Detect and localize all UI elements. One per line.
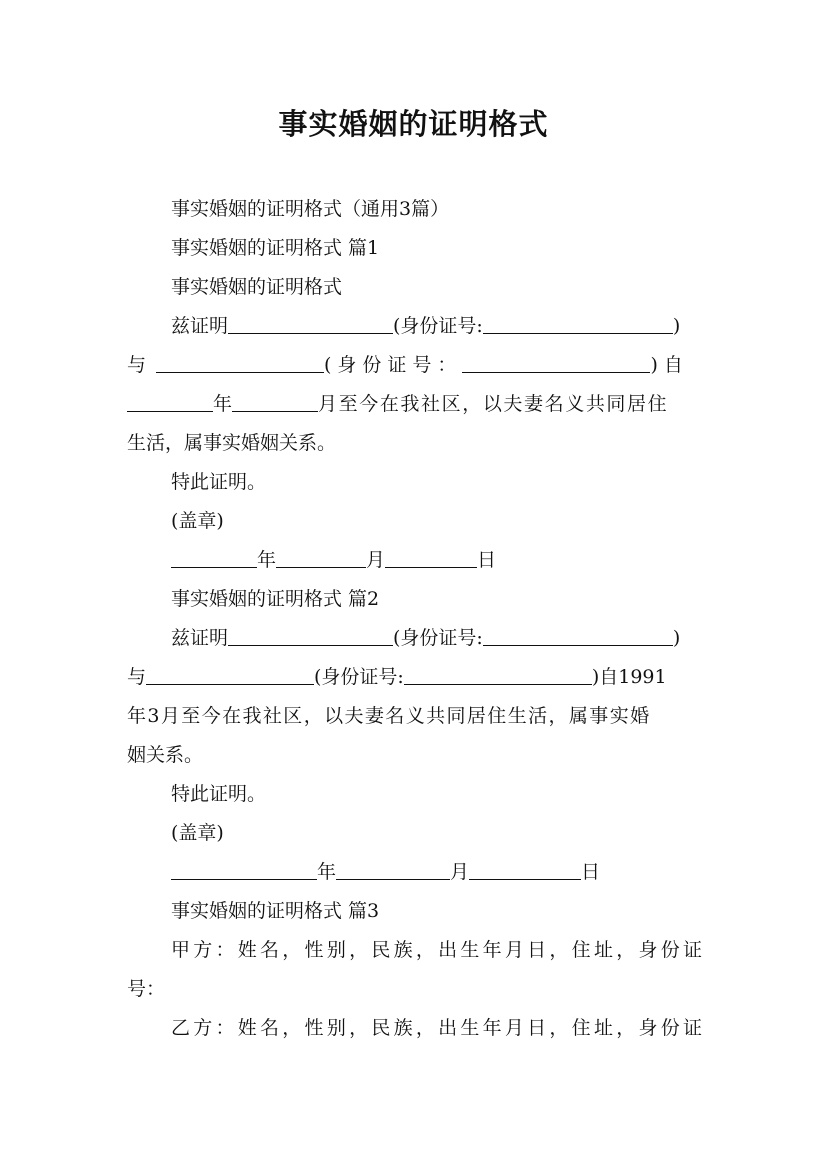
id-blank-b [404, 662, 592, 685]
part2-period-line: 年3月至今在我社区，以夫妻名义共同居住生活，属事实婚 [127, 705, 651, 727]
id-label: (身份证号： [324, 354, 463, 376]
intro-line: 事实婚姻的证明格式（通用3篇） [171, 198, 450, 220]
part1-period-line: 年 月至今在我社区，以夫妻名义共同居住 [127, 385, 702, 424]
name-blank-a [228, 311, 393, 334]
certify-label: 兹证明 [171, 315, 229, 337]
part1-life-line: 生活，属事实婚姻关系。 [127, 432, 337, 454]
part3-party-a-cont: 号： [127, 978, 166, 1000]
year-blank [127, 389, 213, 412]
document-title: 事实婚姻的证明格式 [278, 107, 549, 141]
name-blank-a [228, 623, 393, 646]
name-blank-b [146, 662, 314, 685]
document-body [127, 190, 702, 1048]
part1-and-line: 与 (身份证号： )自 [127, 346, 702, 385]
part1-hereby: 特此证明。 [171, 471, 267, 493]
part1-date-line: 年 月 日 [127, 541, 702, 580]
part3-heading: 事实婚姻的证明格式 篇3 [171, 900, 380, 922]
date-day-blank [469, 857, 581, 880]
date-day-blank [385, 545, 477, 568]
part2-heading: 事实婚姻的证明格式 篇2 [171, 588, 380, 610]
part3-party-b: 乙方：姓名，性别，民族，出生年月日，住址，身份证 [171, 1017, 702, 1039]
name-blank-b [156, 350, 324, 373]
date-year-blank [171, 545, 257, 568]
id-blank-a [483, 311, 673, 334]
id-blank-b [462, 350, 650, 373]
part2-relation-line: 姻关系。 [127, 744, 204, 766]
part2-date-line: 年 月 日 [127, 853, 702, 892]
part1-heading: 事实婚姻的证明格式 篇1 [171, 237, 380, 259]
date-month-blank [336, 857, 450, 880]
part2-certify-line: 兹证明 (身份证号: ) [127, 619, 702, 658]
part1-certify-line: 兹证明 (身份证号: ) [127, 307, 702, 346]
part1-seal: (盖章) [171, 510, 224, 532]
part1-subheading: 事实婚姻的证明格式 [171, 276, 343, 298]
date-month-blank [276, 545, 366, 568]
id-label: (身份证号: [393, 315, 483, 337]
date-year-blank [171, 857, 317, 880]
id-blank-a [483, 623, 673, 646]
month-blank [232, 389, 318, 412]
part2-and-line: 与 (身份证号: )自1991 [127, 658, 702, 697]
part2-seal: (盖章) [171, 822, 224, 844]
part3-party-a: 甲方：姓名，性别，民族，出生年月日，住址，身份证 [171, 939, 702, 961]
part2-hereby: 特此证明。 [171, 783, 267, 805]
